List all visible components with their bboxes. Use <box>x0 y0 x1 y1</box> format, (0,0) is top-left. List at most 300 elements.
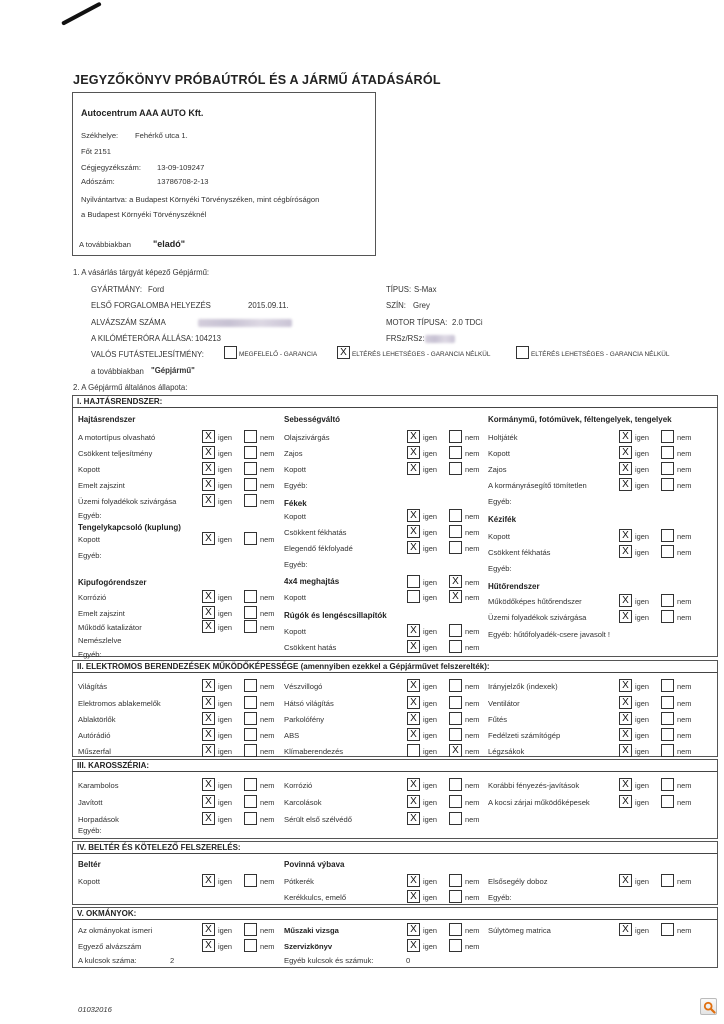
s1-col3-row-7-yes-label: igen <box>635 532 649 541</box>
s1-col2-row-5-heading: Fékek <box>284 499 307 508</box>
registered-line2: a Budapest Környéki Törvényszéknél <box>81 210 207 219</box>
mileage-option-3-label: ELTÉRÉS LEHETSÉGES - GARANCIA NÉLKÜL <box>531 351 670 358</box>
s3-row-1-col-2-yes-label: igen <box>635 798 649 807</box>
s1-col1-row-10-heading: Kipufogórendszer <box>78 578 147 587</box>
section-interior-header <box>72 841 718 854</box>
s1-col3-row-7-no-label: nem <box>677 532 692 541</box>
s5-row-1-col-1-label: Szervizkönyv <box>284 942 333 951</box>
s2-row-2-col-0-no-checkbox[interactable] <box>244 712 257 725</box>
s1-col1-row-11-no-checkbox[interactable] <box>244 590 257 603</box>
s2-row-1-col-2-no-checkbox[interactable] <box>661 696 674 709</box>
s2-row-1-col-2-yes-label: igen <box>635 699 649 708</box>
s1-col3-row-2-no-checkbox[interactable] <box>661 446 674 459</box>
s2-row-4-col-1-no-checkbox[interactable]: X <box>449 744 462 757</box>
reg-label: Cégjegyzékszám: <box>81 163 141 172</box>
s5-row-1-col-0-yes-checkbox[interactable]: X <box>202 939 215 952</box>
s3-row-1-col-2-no-label: nem <box>677 798 692 807</box>
first-reg-value: 2015.09.11. <box>248 301 289 310</box>
s1-col1-row-13-yes-checkbox[interactable]: X <box>202 620 215 633</box>
s1-col2-row-2-no-label: nem <box>465 449 480 458</box>
s1-col2-row-7-no-label: nem <box>465 528 480 537</box>
s3-row-1-col-0-label: Javított <box>78 798 103 807</box>
s1-col2-row-14-yes-label: igen <box>423 643 437 652</box>
vehicle-hereinafter-label: a továbbiakban <box>91 367 144 376</box>
s2-row-0-col-2-no-label: nem <box>677 682 692 691</box>
s3-row-2-col-1-yes-label: igen <box>423 815 437 824</box>
s4-row-0-col-2-yes-checkbox[interactable]: X <box>619 874 632 887</box>
seat-value: Fehérkő utca 1. <box>135 131 188 140</box>
s1-col1-row-5-label: Üzemi folyadékok szivárgása <box>78 497 177 506</box>
s2-row-4-col-1-yes-label: igen <box>423 747 437 756</box>
s2-row-4-col-0-yes-label: igen <box>218 747 232 756</box>
s4-row-0-col-0-no-label: nem <box>260 877 275 886</box>
seller-role: "eladó" <box>153 239 186 249</box>
s2-row-4-col-1-label: Klímaberendezés <box>284 747 344 756</box>
s1-col1-row-3-label: Kopott <box>78 465 100 474</box>
s1-col3-row-12-label: Üzemi folyadékok szivárgása <box>488 613 587 622</box>
s2-row-0-col-0-yes-checkbox[interactable]: X <box>202 679 215 692</box>
s3-row-1-col-2-yes-checkbox[interactable]: X <box>619 795 632 808</box>
s1-col3-row-7-label: Kopott <box>488 532 510 541</box>
s5-row-0-col-1-no-label: nem <box>465 926 480 935</box>
s1-col1-row-1-yes-checkbox[interactable]: X <box>202 430 215 443</box>
s5-row-0-col-1-no-checkbox[interactable] <box>449 923 462 936</box>
s5-row-0-col-0-label: Az okmányokat ismeri <box>78 926 153 935</box>
s3-row-2-col-0-no-checkbox[interactable] <box>244 812 257 825</box>
s1-col2-row-1-no-label: nem <box>465 433 480 442</box>
section-drivetrain-header <box>72 395 718 408</box>
s5-row-0-col-0-no-label: nem <box>260 926 275 935</box>
s1-col1-row-4-label: Emelt zajszint <box>78 481 125 490</box>
s1-col1-row-4-yes-label: igen <box>218 481 232 490</box>
s3-row-2-col-1-no-label: nem <box>465 815 480 824</box>
s2-row-4-col-2-yes-checkbox[interactable]: X <box>619 744 632 757</box>
mileage-option-1-checkbox[interactable] <box>224 346 237 359</box>
s1-col1-row-1-no-checkbox[interactable] <box>244 430 257 443</box>
s1-col1-row-4-yes-checkbox[interactable]: X <box>202 478 215 491</box>
reg-value: 13-09-109247 <box>157 163 205 172</box>
s4-row-0-col-1-no-checkbox[interactable] <box>449 874 462 887</box>
s1-col2-row-3-yes-checkbox[interactable]: X <box>407 462 420 475</box>
s3-row-0-col-0-no-checkbox[interactable] <box>244 778 257 791</box>
s3-row-0-col-2-no-checkbox[interactable] <box>661 778 674 791</box>
s2-row-4-col-2-yes-label: igen <box>635 747 649 756</box>
s2-row-4-col-1-no-label: nem <box>465 747 480 756</box>
s5-row-0-col-2-yes-label: igen <box>635 926 649 935</box>
s2-row-3-col-1-yes-label: igen <box>423 731 437 740</box>
section-documents-header <box>72 907 718 920</box>
s1-col2-row-9-other: Egyéb: <box>284 560 308 569</box>
s5-row-1-col-1-yes-label: igen <box>423 942 437 951</box>
s2-row-1-col-2-label: Ventilátor <box>488 699 520 708</box>
s5-row-1-col-1-no-label: nem <box>465 942 480 951</box>
s4-row-0-col-2-no-label: nem <box>677 877 692 886</box>
interior-col2-head: Povinná výbava <box>284 860 345 869</box>
s2-row-0-col-1-no-label: nem <box>465 682 480 691</box>
s5-row-0-col-2-no-checkbox[interactable] <box>661 923 674 936</box>
s1-col1-row-8-no-checkbox[interactable] <box>244 532 257 545</box>
s4-row-0-col-1-no-label: nem <box>465 877 480 886</box>
s2-row-2-col-1-no-checkbox[interactable] <box>449 712 462 725</box>
first-reg-label: ELSŐ FORGALOMBA HELYEZÉS <box>91 301 211 310</box>
vehicle-section-label: 1. A vásárlás tárgyát képező Gépjármű: <box>73 268 210 277</box>
s4-row-0-col-1-label: Pótkerék <box>284 877 314 886</box>
s1-col3-row-0-heading: Kormánymű, fotómüvek, féltengelyek, tengelyek <box>488 415 672 424</box>
s1-col3-row-6-heading: Kézifék <box>488 515 517 524</box>
s1-col3-row-1-yes-checkbox[interactable]: X <box>619 430 632 443</box>
s1-col2-row-10-no-checkbox[interactable]: X <box>449 575 462 588</box>
s3-row-2-col-0-yes-checkbox[interactable]: X <box>202 812 215 825</box>
s1-col1-row-3-yes-checkbox[interactable]: X <box>202 462 215 475</box>
s4-row-1-col-1-yes-label: igen <box>423 893 437 902</box>
s2-row-0-col-1-yes-checkbox[interactable]: X <box>407 679 420 692</box>
s4-row-0-col-0-label: Kopott <box>78 877 100 886</box>
s1-col3-row-8-no-checkbox[interactable] <box>661 545 674 558</box>
s5-row-1-col-0-no-checkbox[interactable] <box>244 939 257 952</box>
s3-row-0-col-1-label: Korrózió <box>284 781 313 790</box>
s2-row-0-col-2-yes-checkbox[interactable]: X <box>619 679 632 692</box>
s2-row-2-col-0-yes-checkbox[interactable]: X <box>202 712 215 725</box>
s1-col3-row-3-yes-checkbox[interactable]: X <box>619 462 632 475</box>
s5-row-0-col-0-no-checkbox[interactable] <box>244 923 257 936</box>
s1-col1-row-11-yes-checkbox[interactable]: X <box>202 590 215 603</box>
seller-name: Autocentrum AAA AUTO Kft. <box>81 108 204 118</box>
s2-row-2-col-1-yes-checkbox[interactable]: X <box>407 712 420 725</box>
s1-col1-row-3-no-label: nem <box>260 465 275 474</box>
s1-col1-row-2-no-checkbox[interactable] <box>244 446 257 459</box>
zoom-button[interactable] <box>700 998 717 1015</box>
s1-col3-row-4-label: A kormányrásegítő tömítetlen <box>488 481 587 490</box>
s1-col2-row-3-label: Kopott <box>284 465 306 474</box>
s3-row-2-col-1-yes-checkbox[interactable]: X <box>407 812 420 825</box>
s3-row-0-col-1-no-checkbox[interactable] <box>449 778 462 791</box>
s1-col1-row-2-no-label: nem <box>260 449 275 458</box>
s2-row-3-col-2-no-checkbox[interactable] <box>661 728 674 741</box>
s1-col1-row-3-yes-label: igen <box>218 465 232 474</box>
s4-row-0-col-1-yes-checkbox[interactable]: X <box>407 874 420 887</box>
s5-row-0-col-0-yes-checkbox[interactable]: X <box>202 923 215 936</box>
s1-col1-row-11-no-label: nem <box>260 593 275 602</box>
s3-row-1-col-0-yes-checkbox[interactable]: X <box>202 795 215 808</box>
s2-row-3-col-0-yes-checkbox[interactable]: X <box>202 728 215 741</box>
s1-col2-row-11-yes-checkbox[interactable] <box>407 590 420 603</box>
s2-row-0-col-2-no-checkbox[interactable] <box>661 679 674 692</box>
tax-label: Adószám: <box>81 177 115 186</box>
s1-col2-row-13-yes-label: igen <box>423 627 437 636</box>
s1-col1-row-1-no-label: nem <box>260 433 275 442</box>
s1-col1-row-12-yes-checkbox[interactable]: X <box>202 606 215 619</box>
s1-col3-row-10-heading: Hűtőrendszer <box>488 582 540 591</box>
s1-col2-row-6-no-checkbox[interactable] <box>449 509 462 522</box>
s1-col3-row-4-no-label: nem <box>677 481 692 490</box>
section-body-header <box>72 759 718 772</box>
s4-row-1-col-1-no-checkbox[interactable] <box>449 890 462 903</box>
seat-label: Székhelye: <box>81 131 119 140</box>
s4-row-0-col-2-yes-label: igen <box>635 877 649 886</box>
s4-row-0-col-0-yes-label: igen <box>218 877 232 886</box>
s2-row-1-col-1-yes-checkbox[interactable]: X <box>407 696 420 709</box>
seller-box <box>72 92 376 256</box>
s2-row-2-col-0-yes-label: igen <box>218 715 232 724</box>
s1-col2-row-8-no-checkbox[interactable] <box>449 541 462 554</box>
s2-row-1-col-0-yes-label: igen <box>218 699 232 708</box>
s1-col3-row-3-no-checkbox[interactable] <box>661 462 674 475</box>
s1-col1-row-12-no-label: nem <box>260 609 275 618</box>
section-electrical-title-bold: II. ELEKTROMOS BERENDEZÉSEK MŰKÖDŐKÉPESSÉGE <box>77 662 299 671</box>
s1-col3-row-2-no-label: nem <box>677 449 692 458</box>
s2-row-1-col-2-no-label: nem <box>677 699 692 708</box>
s1-col1-row-13-label: Működő katalizátor <box>78 623 142 632</box>
plate-label: FRSz/RSz: <box>386 334 425 343</box>
s1-col2-row-13-no-label: nem <box>465 627 480 636</box>
s1-col3-row-1-no-label: nem <box>677 433 692 442</box>
s3-row-0-col-0-yes-checkbox[interactable]: X <box>202 778 215 791</box>
s1-col1-row-2-yes-label: igen <box>218 449 232 458</box>
s1-col2-row-7-no-checkbox[interactable] <box>449 525 462 538</box>
s1-col3-row-8-label: Csökkent fékhatás <box>488 548 551 557</box>
s4-row-1-col-2-label: Egyéb: <box>488 893 512 902</box>
s1-col2-row-11-no-label: nem <box>465 593 480 602</box>
s1-col2-row-14-no-checkbox[interactable] <box>449 640 462 653</box>
s2-row-3-col-1-no-checkbox[interactable] <box>449 728 462 741</box>
s1-col2-row-3-yes-label: igen <box>423 465 437 474</box>
s4-row-0-col-0-yes-checkbox[interactable]: X <box>202 874 215 887</box>
s1-col3-row-5-other: Egyéb: <box>488 497 512 506</box>
s1-col2-row-8-yes-label: igen <box>423 544 437 553</box>
s3-row-1-col-0-yes-label: igen <box>218 798 232 807</box>
s3-row-1-col-1-yes-checkbox[interactable]: X <box>407 795 420 808</box>
s2-row-1-col-1-no-checkbox[interactable] <box>449 696 462 709</box>
s1-col2-row-1-no-checkbox[interactable] <box>449 430 462 443</box>
s1-col3-row-2-yes-checkbox[interactable]: X <box>619 446 632 459</box>
s2-row-3-col-0-yes-label: igen <box>218 731 232 740</box>
s5-row-1-col-1-no-checkbox[interactable] <box>449 939 462 952</box>
s2-row-0-col-0-no-checkbox[interactable] <box>244 679 257 692</box>
s3-row-2-col-0-label: Horpadások <box>78 815 119 824</box>
s1-col3-row-4-yes-checkbox[interactable]: X <box>619 478 632 491</box>
s2-row-3-col-2-yes-checkbox[interactable]: X <box>619 728 632 741</box>
s1-col2-row-2-yes-checkbox[interactable]: X <box>407 446 420 459</box>
s1-col2-row-7-yes-checkbox[interactable]: X <box>407 525 420 538</box>
s2-row-4-col-0-label: Műszerfal <box>78 747 111 756</box>
s1-col1-row-6-other: Egyéb: <box>78 511 102 520</box>
s1-col2-row-4-other: Egyéb: <box>284 481 308 490</box>
s1-col1-row-1-yes-label: igen <box>218 433 232 442</box>
s2-row-2-col-2-no-checkbox[interactable] <box>661 712 674 725</box>
s1-col2-row-7-label: Csökkent fékhatás <box>284 528 347 537</box>
s2-row-3-col-1-yes-checkbox[interactable]: X <box>407 728 420 741</box>
s1-col2-row-1-yes-label: igen <box>423 433 437 442</box>
s5-row-0-col-1-yes-checkbox[interactable]: X <box>407 923 420 936</box>
document-title: JEGYZŐKÖNYV PRÓBAÚTRÓL ÉS A JÁRMŰ ÁTADÁSÁRÓL <box>73 73 441 87</box>
s2-row-4-col-0-no-checkbox[interactable] <box>244 744 257 757</box>
s1-col3-row-7-yes-checkbox[interactable]: X <box>619 529 632 542</box>
s1-col3-row-4-no-checkbox[interactable] <box>661 478 674 491</box>
s1-col3-row-2-yes-label: igen <box>635 449 649 458</box>
s3-row-1-col-2-no-checkbox[interactable] <box>661 795 674 808</box>
s4-row-0-col-0-no-checkbox[interactable] <box>244 874 257 887</box>
s1-col1-row-13-no-checkbox[interactable] <box>244 620 257 633</box>
s1-col3-row-11-no-checkbox[interactable] <box>661 594 674 607</box>
s1-col2-row-13-yes-checkbox[interactable]: X <box>407 624 420 637</box>
s1-col2-row-2-no-checkbox[interactable] <box>449 446 462 459</box>
s4-row-0-col-2-label: Elsősegély doboz <box>488 877 548 886</box>
s1-col3-row-1-no-checkbox[interactable] <box>661 430 674 443</box>
mileage-label: VALÓS FUTÁSTELJESÍTMÉNY: <box>91 350 204 359</box>
s1-col1-row-12-no-checkbox[interactable] <box>244 606 257 619</box>
section-electrical-title-rest: (amennyiben ezekkel a Gépjárművet felszerelték): <box>298 662 490 671</box>
s1-col1-row-2-label: Csökkent teljesítmény <box>78 449 153 458</box>
s1-col3-row-12-no-checkbox[interactable] <box>661 610 674 623</box>
s1-col2-row-11-yes-label: igen <box>423 593 437 602</box>
s2-row-2-col-1-no-label: nem <box>465 715 480 724</box>
s1-col3-row-11-no-label: nem <box>677 597 692 606</box>
s3-row-2-col-1-label: Sérült első szélvédő <box>284 815 352 824</box>
s3-row-1-col-1-no-label: nem <box>465 798 480 807</box>
s1-col2-row-6-label: Kopott <box>284 512 306 521</box>
s2-row-2-col-1-label: Parkolófény <box>284 715 325 724</box>
s2-row-2-col-2-no-label: nem <box>677 715 692 724</box>
s1-col2-row-7-yes-label: igen <box>423 528 437 537</box>
type-value: S-Max <box>414 285 437 294</box>
s1-col2-row-0-heading: Sebességváltó <box>284 415 341 424</box>
s2-row-1-col-1-label: Hátsó világítás <box>284 699 334 708</box>
s1-col2-row-11-no-checkbox[interactable]: X <box>449 590 462 603</box>
mileage-option-3-checkbox[interactable] <box>516 346 529 359</box>
section-documents-title: V. OKMÁNYOK: <box>77 909 137 918</box>
s2-row-1-col-0-no-checkbox[interactable] <box>244 696 257 709</box>
s2-row-3-col-0-no-checkbox[interactable] <box>244 728 257 741</box>
vin-redacted <box>198 319 292 327</box>
s1-col3-row-12-yes-label: igen <box>635 613 649 622</box>
s5-row-1-col-0-yes-label: igen <box>218 942 232 951</box>
s2-row-1-col-0-label: Elektromos ablakemelők <box>78 699 161 708</box>
s5-row-0-col-1-label: Műszaki vizsga <box>284 926 339 935</box>
s1-col2-row-6-no-label: nem <box>465 512 480 521</box>
s2-row-0-col-0-label: Világítás <box>78 682 107 691</box>
s1-col2-row-10-heading: 4x4 meghajtás <box>284 577 340 586</box>
s1-col3-row-11-yes-label: igen <box>635 597 649 606</box>
s3-row-0-col-1-yes-label: igen <box>423 781 437 790</box>
s1-col3-row-2-label: Kopott <box>488 449 510 458</box>
s1-col3-row-12-no-label: nem <box>677 613 692 622</box>
s2-row-4-col-2-no-checkbox[interactable] <box>661 744 674 757</box>
s1-col2-row-3-no-checkbox[interactable] <box>449 462 462 475</box>
s2-row-2-col-0-no-label: nem <box>260 715 275 724</box>
s2-row-2-col-1-yes-label: igen <box>423 715 437 724</box>
s5-row-0-col-2-label: Súlytömeg matrica <box>488 926 551 935</box>
s3-row-2-col-1-no-checkbox[interactable] <box>449 812 462 825</box>
s1-col1-row-5-yes-checkbox[interactable]: X <box>202 494 215 507</box>
s1-col1-row-11-label: Korrózió <box>78 593 107 602</box>
condition-label: 2. A Gépjármű általános állapota: <box>73 383 188 392</box>
s2-row-4-col-2-no-label: nem <box>677 747 692 756</box>
s1-col3-row-1-yes-label: igen <box>635 433 649 442</box>
s2-row-0-col-0-no-label: nem <box>260 682 275 691</box>
s1-col1-row-13-no-label: nem <box>260 623 275 632</box>
s3-row-0-col-0-yes-label: igen <box>218 781 232 790</box>
magnifier-icon <box>703 1001 716 1014</box>
s4-row-1-col-1-yes-checkbox[interactable]: X <box>407 890 420 903</box>
s3-row-1-col-0-no-checkbox[interactable] <box>244 795 257 808</box>
s5-row-0-col-2-yes-checkbox[interactable]: X <box>619 923 632 936</box>
s5-row-0-col-0-yes-label: igen <box>218 926 232 935</box>
s4-row-1-col-1-no-label: nem <box>465 893 480 902</box>
s2-row-0-col-0-yes-label: igen <box>218 682 232 691</box>
s5-row-1-col-0-no-label: nem <box>260 942 275 951</box>
s2-row-0-col-1-no-checkbox[interactable] <box>449 679 462 692</box>
mileage-option-2-checkbox[interactable]: X <box>337 346 350 359</box>
s1-col2-row-13-no-checkbox[interactable] <box>449 624 462 637</box>
s2-row-4-col-1-yes-checkbox[interactable] <box>407 744 420 757</box>
s3-row-0-col-1-no-label: nem <box>465 781 480 790</box>
s1-col2-row-14-label: Csökkent hatás <box>284 643 337 652</box>
s1-col1-row-4-no-label: nem <box>260 481 275 490</box>
s2-row-1-col-2-yes-checkbox[interactable]: X <box>619 696 632 709</box>
s1-col2-row-10-yes-checkbox[interactable] <box>407 575 420 588</box>
odometer-label: A KILÓMÉTERÓRA ÁLLÁSA: <box>91 334 194 343</box>
s1-col1-row-4-no-checkbox[interactable] <box>244 478 257 491</box>
s3-row-0-col-2-yes-checkbox[interactable]: X <box>619 778 632 791</box>
s2-row-3-col-0-label: Autórádió <box>78 731 111 740</box>
s2-row-2-col-2-yes-checkbox[interactable]: X <box>619 712 632 725</box>
s2-row-0-col-2-yes-label: igen <box>635 682 649 691</box>
section-body-title: III. KAROSSZÉRIA: <box>77 761 150 770</box>
plate-redacted <box>425 335 455 343</box>
s1-col1-row-3-no-checkbox[interactable] <box>244 462 257 475</box>
s1-col1-row-5-no-checkbox[interactable] <box>244 494 257 507</box>
s1-col1-row-8-yes-checkbox[interactable]: X <box>202 532 215 545</box>
other-keys-value: 0 <box>406 956 411 965</box>
s1-col2-row-1-yes-checkbox[interactable]: X <box>407 430 420 443</box>
keys-label: A kulcsok száma: <box>78 956 137 965</box>
s1-col3-row-3-yes-label: igen <box>635 465 649 474</box>
s2-row-3-col-1-no-label: nem <box>465 731 480 740</box>
s1-col1-row-11-yes-label: igen <box>218 593 232 602</box>
s5-row-1-col-1-yes-checkbox[interactable]: X <box>407 939 420 952</box>
s1-col2-row-8-yes-checkbox[interactable]: X <box>407 541 420 554</box>
color-value: Grey <box>413 301 430 310</box>
s1-col3-row-7-no-checkbox[interactable] <box>661 529 674 542</box>
other-keys-label: Egyéb kulcsok és számuk: <box>284 956 374 965</box>
s1-col3-row-13-other: Egyéb: hűtőfolyadék-csere javasolt ! <box>488 630 610 639</box>
s3-row-1-col-1-no-checkbox[interactable] <box>449 795 462 808</box>
s1-col1-row-2-yes-checkbox[interactable]: X <box>202 446 215 459</box>
s1-col1-row-14-other: Nemészlelve <box>78 636 122 645</box>
section-drivetrain-title: I. HAJTÁSRENDSZER: <box>77 397 163 406</box>
s3-row-0-col-0-label: Karambolos <box>78 781 119 790</box>
s1-col2-row-14-yes-checkbox[interactable]: X <box>407 640 420 653</box>
s4-row-0-col-2-no-checkbox[interactable] <box>661 874 674 887</box>
s1-col2-row-6-yes-label: igen <box>423 512 437 521</box>
s3-row-1-col-2-label: A kocsi zárjai működőképesek <box>488 798 590 807</box>
s2-row-1-col-0-yes-checkbox[interactable]: X <box>202 696 215 709</box>
s1-col1-row-1-label: A motortípus olvasható <box>78 433 156 442</box>
s1-col1-row-8-yes-label: igen <box>218 535 232 544</box>
s1-col3-row-11-label: Működőképes hűtőrendszer <box>488 597 582 606</box>
make-label: GYÁRTMÁNY: <box>91 285 142 294</box>
s1-col2-row-6-yes-checkbox[interactable]: X <box>407 509 420 522</box>
s1-col3-row-12-yes-checkbox[interactable]: X <box>619 610 632 623</box>
s1-col3-row-8-yes-checkbox[interactable]: X <box>619 545 632 558</box>
s2-row-4-col-2-label: Légzsákok <box>488 747 525 756</box>
s3-row-0-col-1-yes-checkbox[interactable]: X <box>407 778 420 791</box>
s1-col1-row-9-other: Egyéb: <box>78 551 102 560</box>
s1-col2-row-2-yes-label: igen <box>423 449 437 458</box>
tax-value: 13786708-2-13 <box>157 177 209 186</box>
s2-row-4-col-0-yes-checkbox[interactable]: X <box>202 744 215 757</box>
s1-col3-row-11-yes-checkbox[interactable]: X <box>619 594 632 607</box>
